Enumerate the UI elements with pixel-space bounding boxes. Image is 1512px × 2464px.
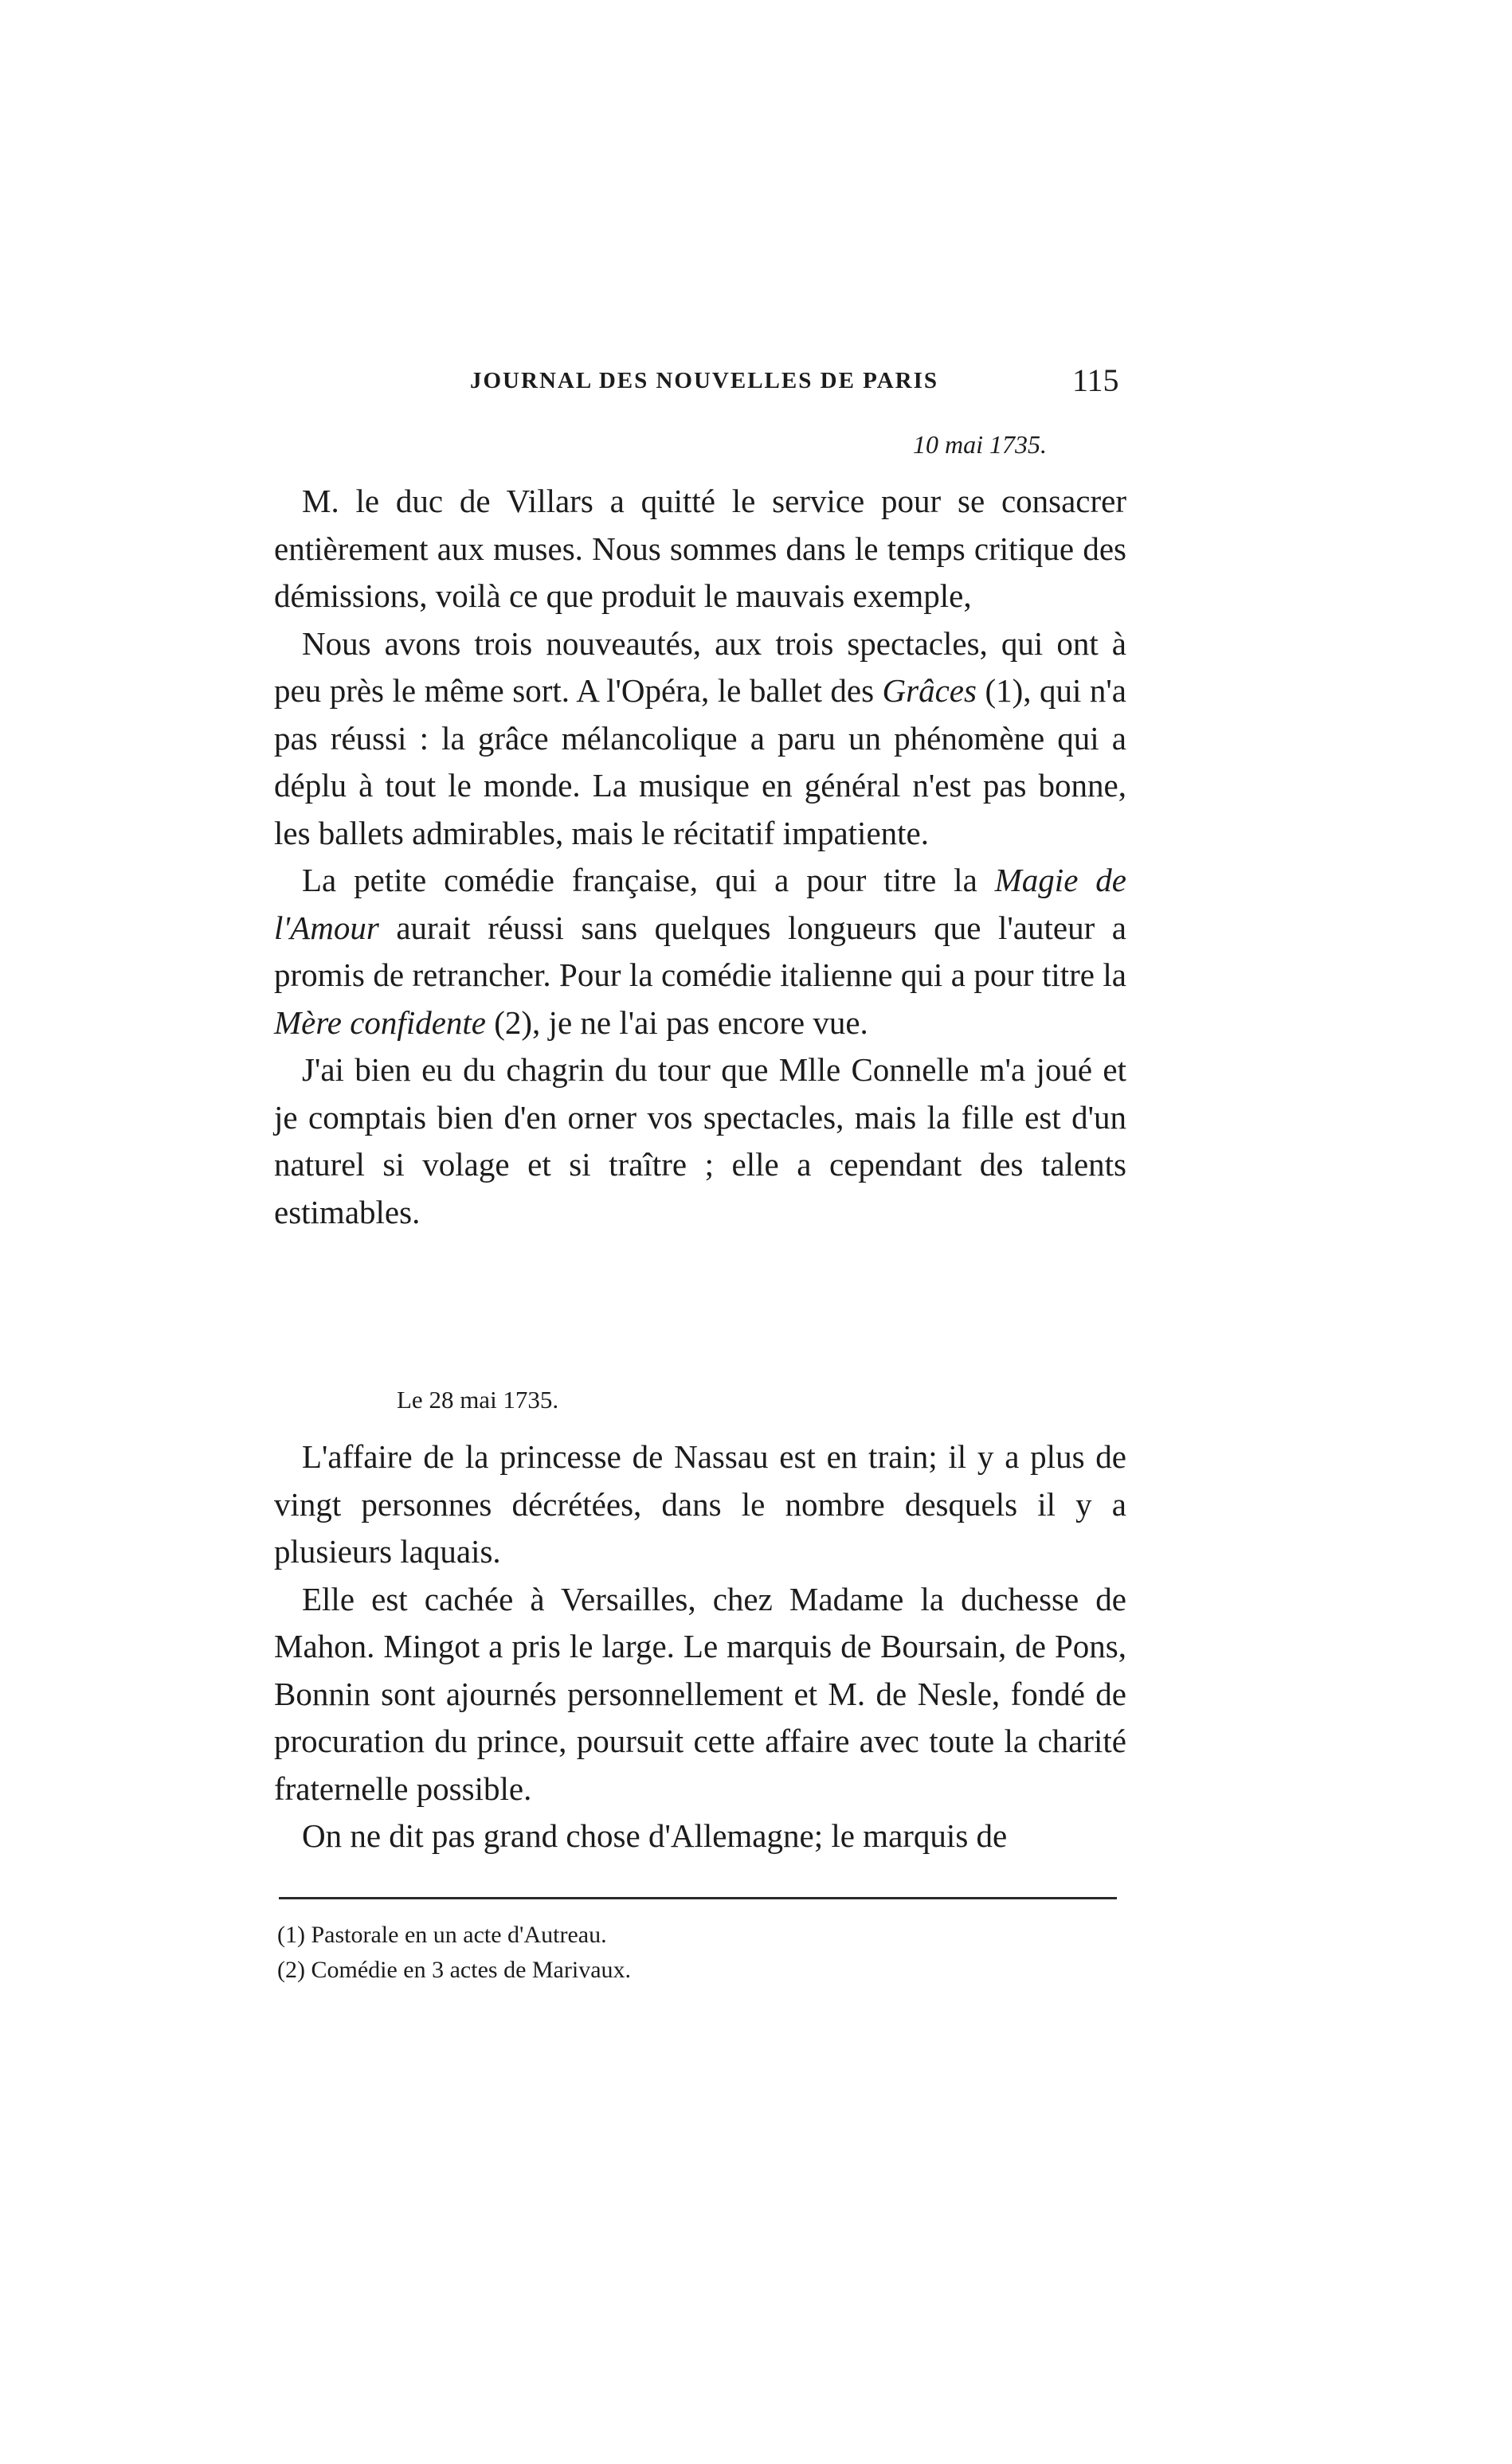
running-title: JOURNAL DES NOUVELLES DE PARIS — [470, 368, 939, 393]
page-number: 115 — [1072, 362, 1119, 398]
entry-1-text — [274, 478, 1126, 1236]
paragraph — [274, 857, 1126, 1046]
text-run: (1), qui n'a pas réussi : la grâce mélancolique a paru un phénomène qui a déplu à tout le monde. La musique en général n'est pas bonne, les ballets admirables, mais le récitatif impatiente. — [274, 672, 1126, 851]
text-run: (2), je ne l'ai pas encore vue. — [486, 1003, 868, 1041]
work-title: Mère confidente — [274, 1003, 486, 1041]
text-run: Nous avons trois nouveautés, aux trois spectacles, qui ont à peu près le même sort. A l'Opéra, le ballet des — [274, 624, 1126, 709]
text-run: aurait réussi sans quelques longueurs que l'auteur a promis de retrancher. Pour la comédie italienne qui a pour titre la — [274, 909, 1126, 993]
entry-date-2: Le 28 mai 1735. — [397, 1386, 559, 1414]
paragraph: On ne dit pas grand chose d'Allemagne; le marquis de — [302, 1817, 1008, 1854]
footnote-divider — [279, 1897, 1117, 1899]
footnotes — [277, 1918, 631, 1988]
paragraph: J'ai bien eu du chagrin du tour que Mlle Connelle m'a joué et je comptais bien d'en orner vos spectacles, mais la fille est d'un naturel si volage et si traître ; elle a cependant des talents estimables. — [274, 1051, 1126, 1230]
footnote-2: (2) Comédie en 3 actes de Marivaux. — [277, 1957, 632, 1983]
text-run: La petite comédie française, qui a pour titre la — [302, 862, 995, 898]
footnote-1: (1) Pastorale en un acte d'Autreau. — [277, 1922, 607, 1948]
entry-2-text — [274, 1433, 1126, 1860]
work-title: Magie de l'Amour — [274, 862, 1126, 946]
entry-date-1: 10 mai 1735. — [913, 430, 1047, 459]
work-title: Grâces — [882, 672, 977, 709]
paragraph: L'affaire de la princesse de Nassau est en train; il y a plus de vingt personnes décrétées, dans le nombre desquels il y a plusieurs laquais. — [274, 1438, 1126, 1570]
paragraph — [274, 620, 1126, 858]
paragraph: M. le duc de Villars a quitté le service pour se consacrer entièrement aux muses. Nous sommes dans le temps critique des démissions, voilà ce que produit le mauvais exemple, — [274, 483, 1126, 614]
paragraph: Elle est cachée à Versailles, chez Madame la duchesse de Mahon. Mingot a pris le large. Le marquis de Boursain, de Pons, Bonnin sont ajournés personnellement et M. de Nesle, fondé de procuration du prince, poursuit cette affaire avec toute la charité fraternelle possible. — [274, 1580, 1126, 1807]
